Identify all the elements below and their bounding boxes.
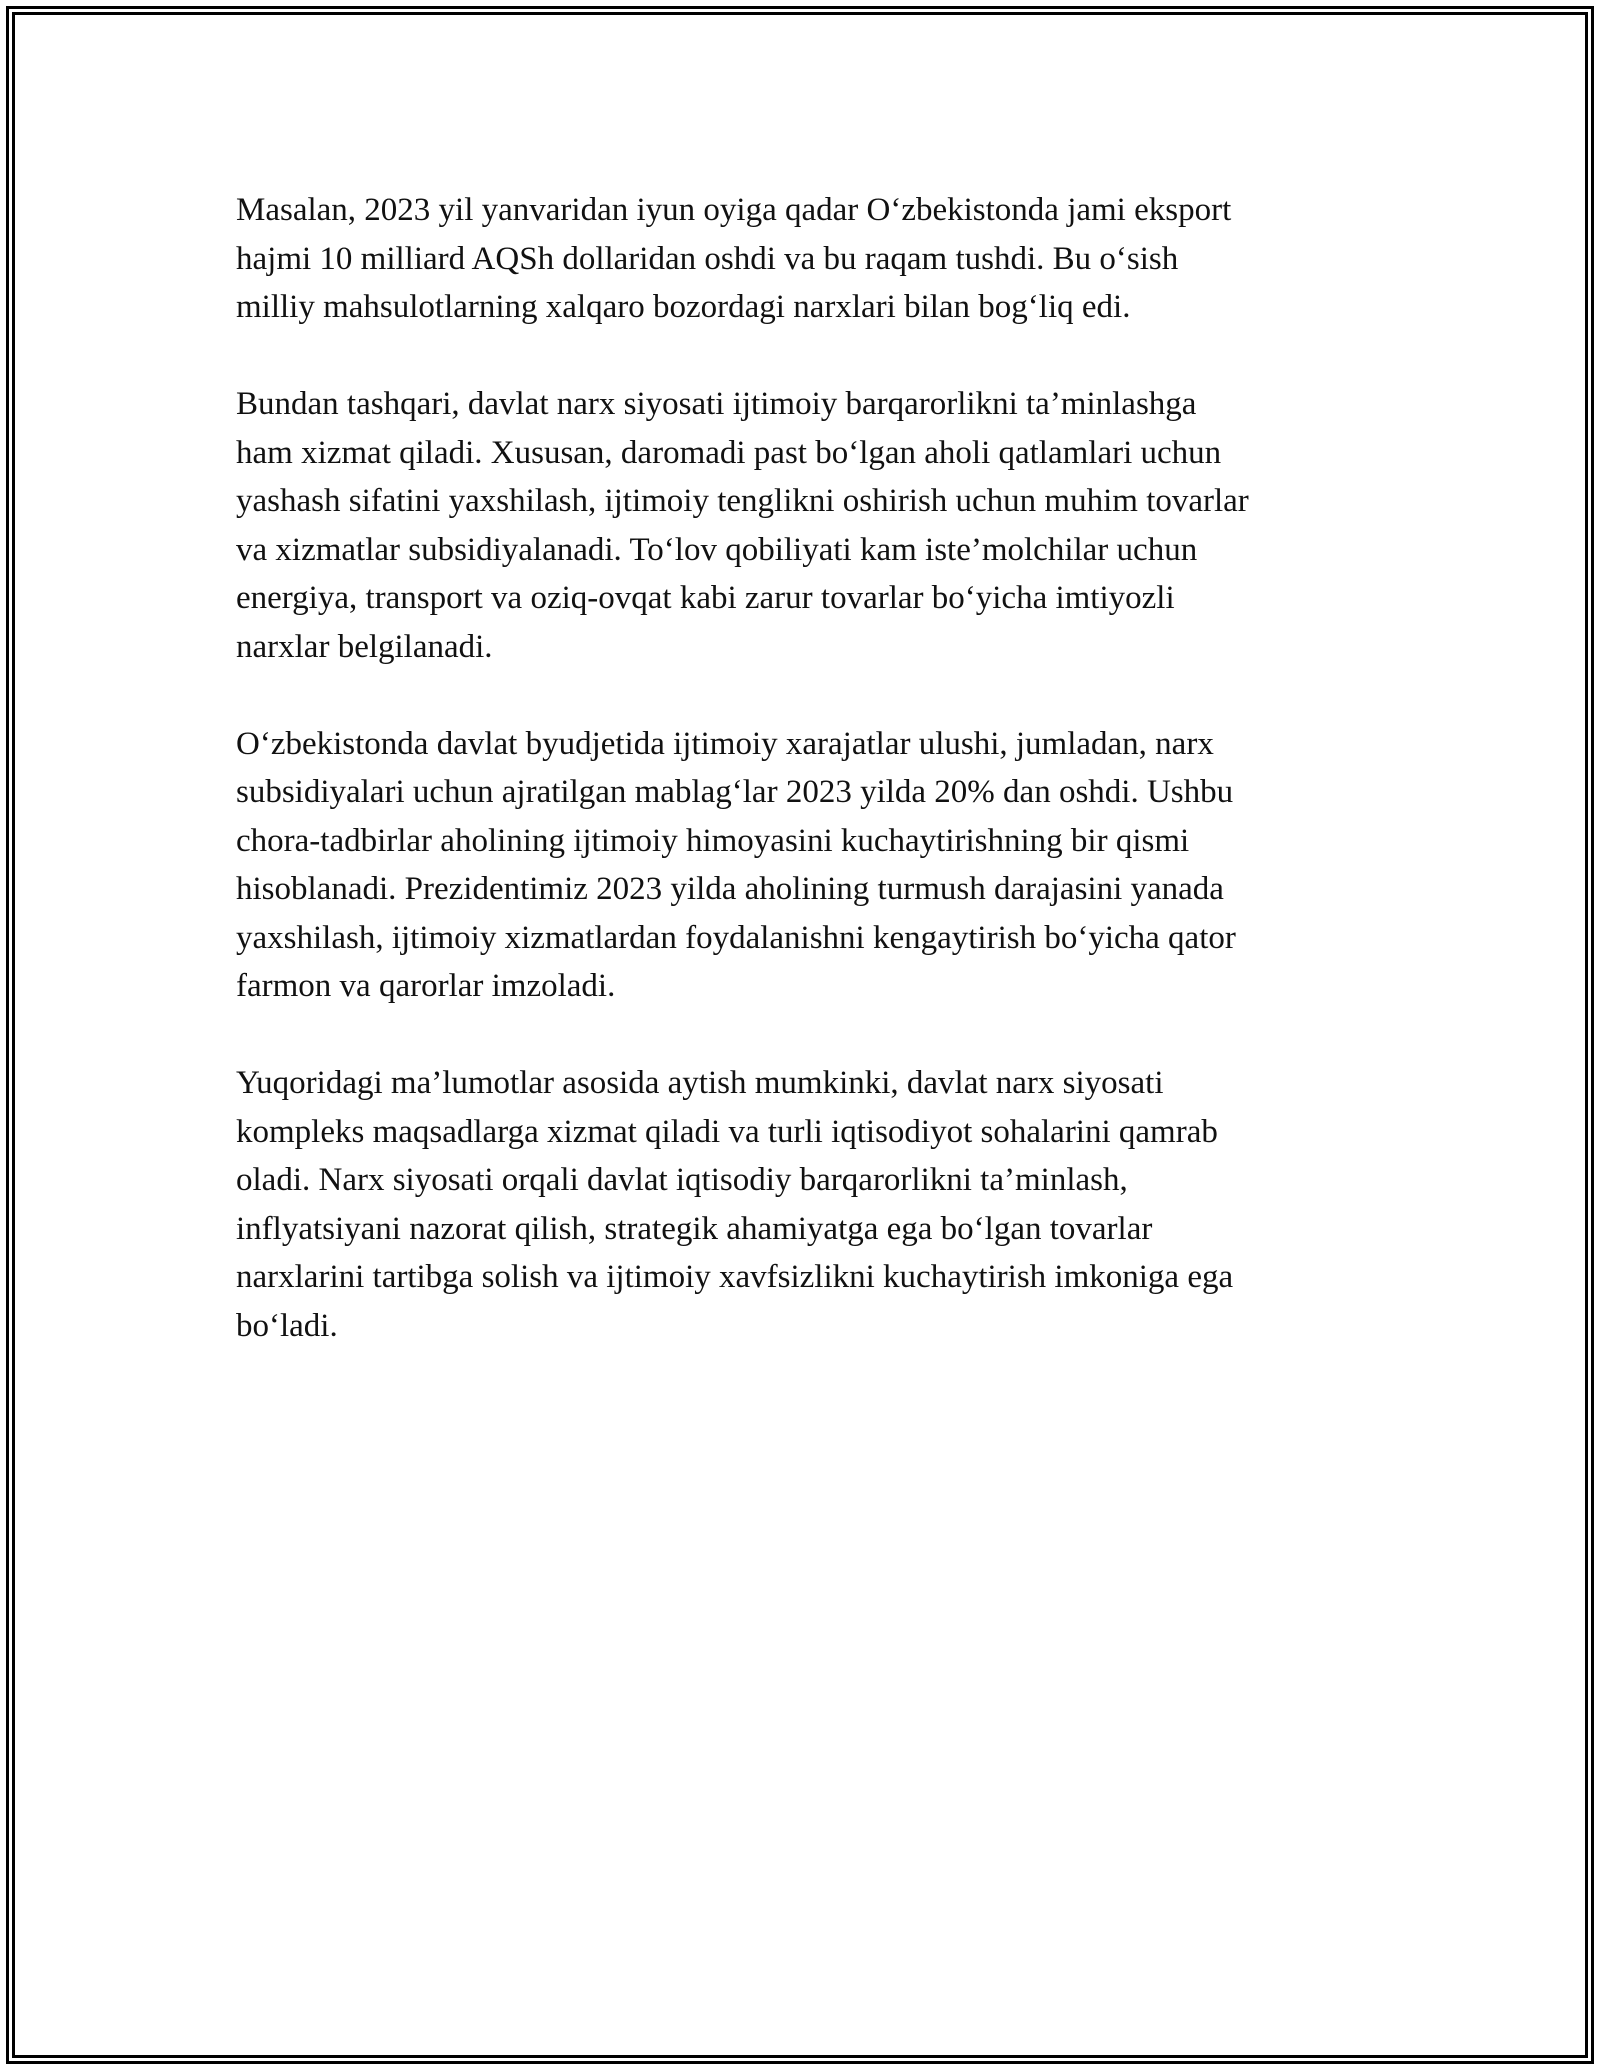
- paragraph-social-stability: Bundan tashqari, davlat narx siyosati ijtimoiy barqarorlikni ta’minlashga ham xizmat qiladi. Xususan, daromadi past bo‘lgan aholi qatlamlari uchun yashash sifatini yaxshilash, ijtimoiy tenglikni oshirish uchun muhim tovarlar va xizmatlar subsidiyalanadi. To‘lov qobiliyati kam iste’molchilar uchun energiya, transport va oziq-ovqat kabi zarur tovarlar bo‘yicha imtiyozli narxlar belgilanadi.: [236, 386, 1249, 665]
- paragraph-social-spending: O‘zbekistonda davlat byudjetida ijtimoiy xarajatlar ulushi, jumladan, narx subsidiyalari uchun ajratilgan mablag‘lar 2023 yilda 20% dan oshdi. Ushbu chora-tadbirlar aholining ijtimoiy himoyasini kuchaytirishning bir qismi hisoblanadi. Prezidentimiz 2023 yilda aholining turmush darajasini yanada yaxshilash, ijtimoiy xizmatlardan foydalanishni kengaytirish bo‘yicha qator farmon va qarorlar imzoladi.: [236, 725, 1236, 1004]
- paragraph-conclusion: Yuqoridagi ma’lumotlar asosida aytish mumkinki, davlat narx siyosati kompleks maqsadlarga xizmat qiladi va turli iqtisodiyot sohalarini qamrab oladi. Narx siyosati orqali davlat iqtisodiy barqarorlikni ta’minlash, inflyatsiyani nazorat qilish, strategik ahamiyatga ega bo‘lgan tovarlar narxlarini tartibga solish va ijtimoiy xavfsizlikni kuchaytirish imkoniga ega bo‘ladi.: [236, 1065, 1234, 1344]
- paragraph-export-growth: Masalan, 2023 yil yanvaridan iyun oyiga qadar O‘zbekistonda jami eksport hajmi 10 milliard AQSh dollaridan oshdi va bu raqam tushdi. Bu o‘sish milliy mahsulotlarning xalqaro bozordagi narxlari bilan bog‘liq edi.: [236, 192, 1232, 325]
- document-body: [236, 186, 1376, 1399]
